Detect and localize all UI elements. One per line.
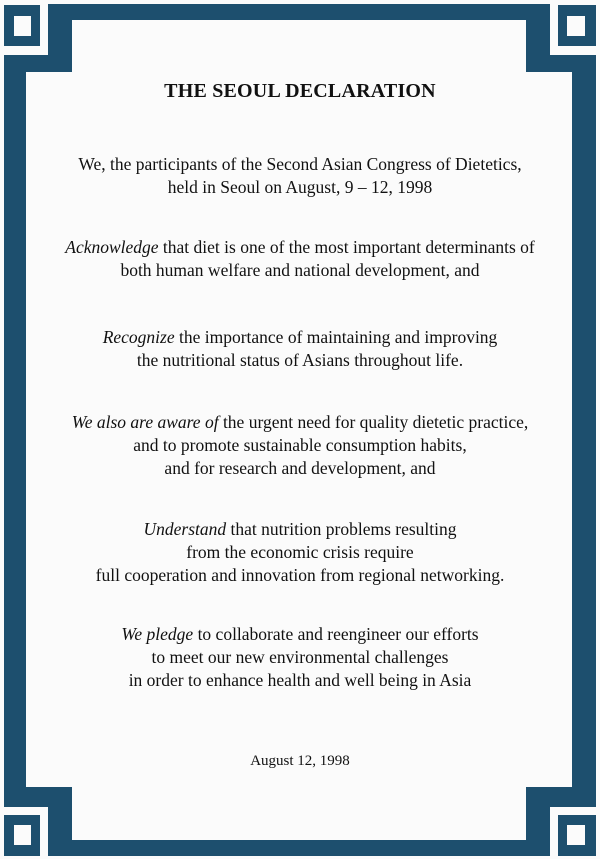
- page-title: THE SEOUL DECLARATION: [164, 80, 436, 102]
- border-top-band: [48, 4, 550, 20]
- emphasis-text: Recognize: [102, 327, 175, 347]
- paragraph-line: [40, 434, 560, 457]
- paragraph-line: [40, 669, 560, 692]
- line-text: full cooperation and innovation from regional networking.: [95, 565, 505, 585]
- paragraph-line: [40, 176, 560, 199]
- line-text: to collaborate and reengineer our efforts: [193, 624, 479, 644]
- line-text: and for research and development, and: [164, 458, 436, 478]
- paragraph-understand: [40, 518, 560, 587]
- line-text: that diet is one of the most important determinants of: [158, 237, 535, 257]
- corner-square-bottom-left: [4, 815, 40, 856]
- paragraph-line: [40, 153, 560, 176]
- corner-step-bottom-right-h: [526, 787, 596, 807]
- paragraph-line: [40, 411, 560, 434]
- border-right-band: [572, 55, 596, 807]
- line-text: from the economic crisis require: [186, 542, 414, 562]
- border-bottom-band: [48, 840, 550, 856]
- paragraph-pledge: [40, 623, 560, 692]
- paragraph-line: [40, 646, 560, 669]
- emphasis-text: Understand: [143, 519, 227, 539]
- paragraph-acknowledge: [40, 236, 560, 282]
- paragraph-line: [40, 457, 560, 480]
- line-text: the importance of maintaining and improving: [174, 327, 498, 347]
- border-left-band: [4, 55, 26, 807]
- paragraph-line: [40, 564, 560, 587]
- corner-step-top-left-h: [4, 55, 72, 72]
- paragraph-line: [40, 623, 560, 646]
- line-text: that nutrition problems resulting: [226, 519, 457, 539]
- paragraph-aware: [40, 411, 560, 480]
- line-text: to meet our new environmental challenges: [151, 647, 449, 667]
- emphasis-text: We also are aware of: [71, 412, 219, 432]
- corner-square-top-right: [558, 5, 596, 46]
- paragraph-line: [40, 326, 560, 349]
- paragraph-participants: [40, 153, 560, 199]
- emphasis-text: Acknowledge: [65, 237, 159, 257]
- declaration-date: August 12, 1998: [250, 753, 350, 769]
- paragraph-line: [40, 349, 560, 372]
- emphasis-text: We pledge: [121, 624, 194, 644]
- corner-step-top-right-h: [526, 55, 596, 72]
- paragraph-line: [40, 541, 560, 564]
- paragraph-recognize: [40, 326, 560, 372]
- line-text: held in Seoul on August, 9 – 12, 1998: [167, 177, 433, 197]
- line-text: both human welfare and national development, and: [120, 260, 480, 280]
- line-text: the nutritional status of Asians throughout life.: [136, 350, 464, 370]
- line-text: and to promote sustainable consumption habits,: [133, 435, 467, 455]
- line-text: the urgent need for quality dietetic practice,: [218, 412, 529, 432]
- corner-square-top-left: [4, 5, 40, 46]
- paragraph-line: [40, 259, 560, 282]
- paragraph-line: [40, 518, 560, 541]
- corner-square-bottom-right: [558, 815, 596, 856]
- line-text: in order to enhance health and well being in Asia: [128, 670, 472, 690]
- paragraph-line: [40, 236, 560, 259]
- corner-step-bottom-left-h: [4, 787, 72, 807]
- line-text: We, the participants of the Second Asian Congress of Dietetics,: [78, 154, 522, 174]
